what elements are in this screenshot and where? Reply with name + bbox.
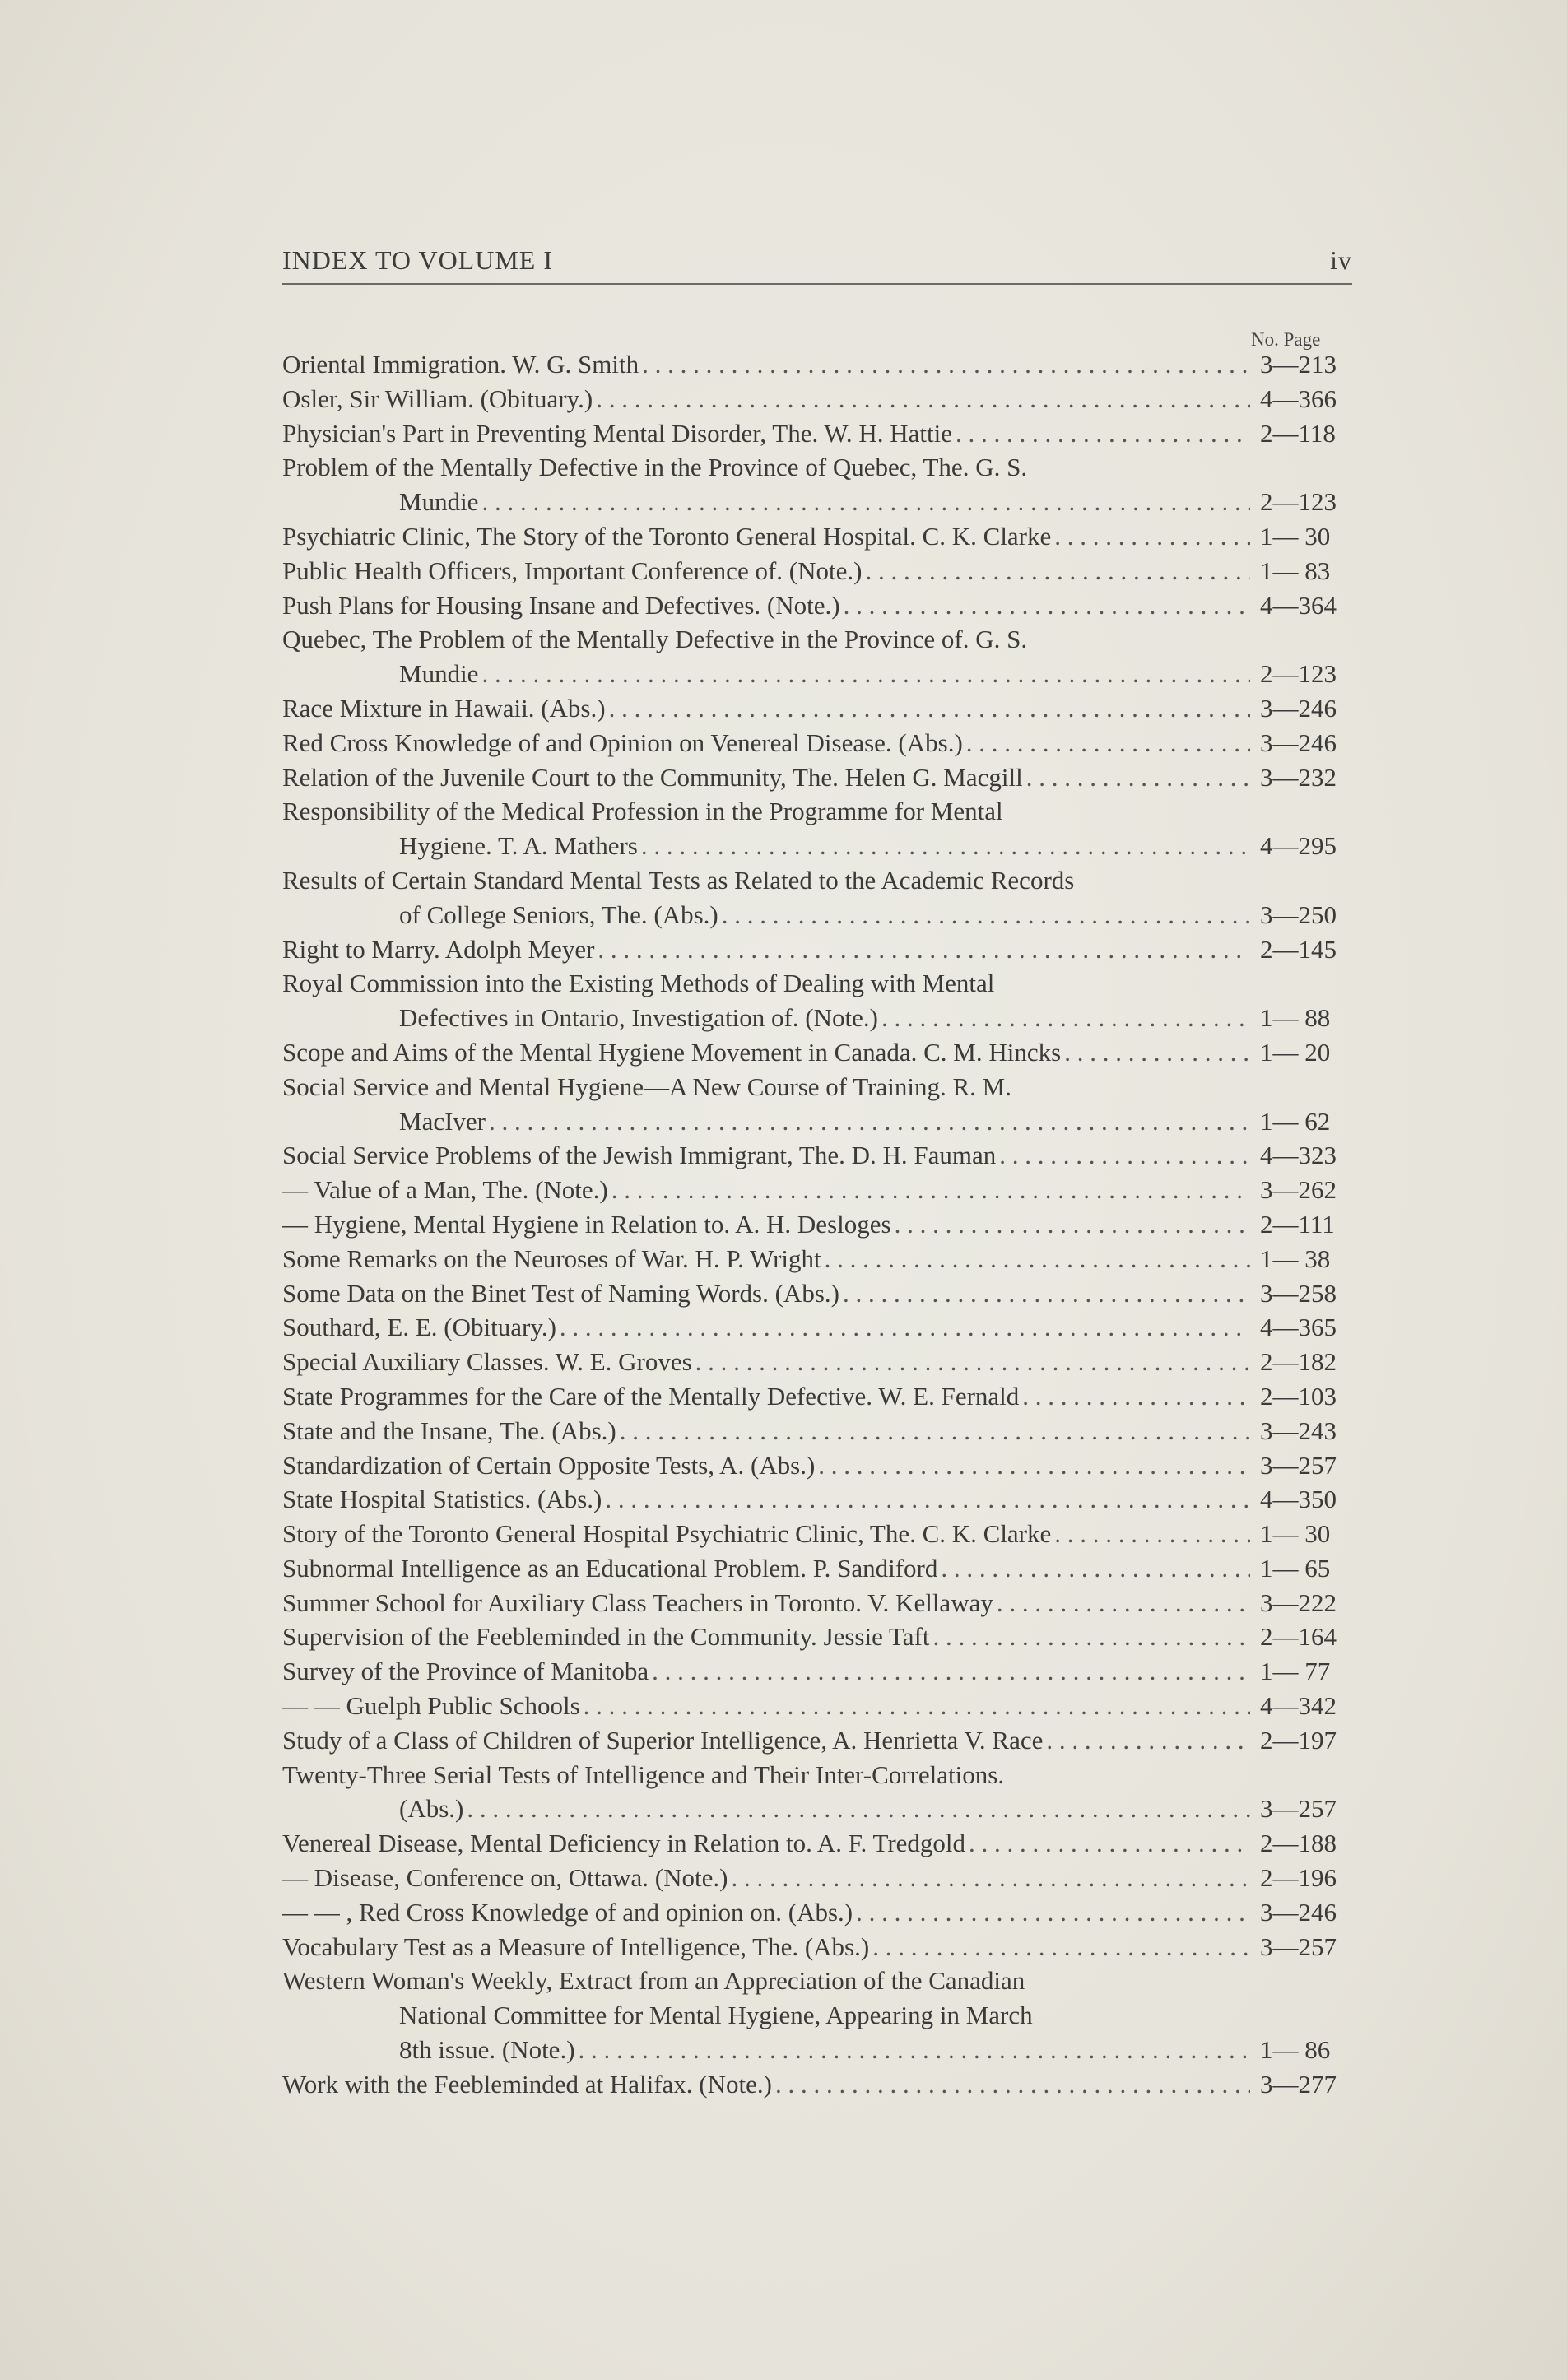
running-header [282,245,1352,276]
entry-text: Twenty-Three Serial Tests of Intelligence and Their Inter-Correlations. [282,1759,1005,1789]
index-entry [282,932,1352,967]
entry-reference: 2—196 [1260,1863,1337,1893]
entry-reference: 2—103 [1260,1381,1337,1411]
entry-reference: 1— 30 [1260,1519,1331,1549]
index-entry [282,554,1352,588]
entry-reference: 1— 62 [1260,1106,1331,1136]
entry-reference: 2—188 [1260,1829,1337,1858]
dot-leader [933,1620,1250,1654]
dot-leader [596,382,1250,416]
entry-text: Problem of the Mentally Defective in the Province of Quebec, The. G. S. [282,453,1028,482]
index-entry [282,794,1352,829]
index-entry [282,519,1352,554]
entry-reference: 1— 38 [1260,1243,1331,1273]
index-entry [282,2033,1352,2067]
index-entry [282,1001,1352,1035]
entry-text: MacIver [399,1106,486,1136]
header-rule [282,283,1352,285]
index-entry [282,1861,1352,1895]
entry-text: Scope and Aims of the Mental Hygiene Movement in Canada. C. M. Hincks [282,1037,1062,1067]
dot-leader [856,1895,1250,1930]
entry-reference: 1— 86 [1260,2035,1331,2065]
dot-leader [642,347,1250,382]
index-entry [282,347,1352,382]
entry-reference: 4—295 [1260,831,1337,861]
entry-text: Physician's Part in Preventing Mental Disorder, The. W. H. Hattie [282,418,952,448]
entry-reference: 3—246 [1260,1897,1337,1927]
entry-reference: 4—364 [1260,590,1337,620]
index-entry [282,1482,1352,1517]
entry-reference: 2—123 [1260,487,1337,517]
index-entry [282,898,1352,932]
entry-text: Special Auxiliary Classes. W. E. Groves [282,1347,692,1377]
entry-reference: 3—213 [1260,350,1337,379]
dot-leader [1054,1517,1250,1551]
index-entry [282,2067,1352,2102]
entry-text: Responsibility of the Medical Profession in the Programme for Mental [282,797,1003,826]
index-entry [282,691,1352,726]
index-entry [282,1551,1352,1586]
entry-reference: 2—197 [1260,1725,1337,1755]
dot-leader [999,1138,1250,1173]
entry-text: Relation of the Juvenile Court to the Community, The. Helen G. Macgill [282,762,1023,792]
entry-text: Venereal Disease, Mental Deficiency in Relation to. A. F. Tredgold [282,1829,966,1858]
index-entry [282,1654,1352,1689]
index-entry [282,1723,1352,1758]
entry-text: Osler, Sir William. (Obituary.) [282,383,593,413]
entry-reference: 2—111 [1260,1209,1335,1239]
entry-text: Supervision of the Feebleminded in the Community. Jessie Taft [282,1622,930,1652]
index-entry [282,1689,1352,1723]
index-entry [282,657,1352,691]
entry-text: Mundie [399,487,479,517]
dot-leader [605,1482,1250,1517]
entry-text: Results of Certain Standard Mental Tests as Related to the Academic Records [282,865,1075,895]
index-entry [282,966,1352,1001]
index-entry [282,1517,1352,1551]
entry-text: State and the Insane, The. (Abs.) [282,1415,616,1445]
dot-leader [584,1689,1250,1723]
entry-text: (Abs.) [399,1794,464,1824]
index-entry [282,1964,1352,1998]
entry-reference: 4—323 [1260,1141,1337,1170]
dot-leader [560,1310,1250,1345]
dot-leader [895,1207,1250,1242]
entry-reference: 4—350 [1260,1485,1337,1514]
entry-text: Subnormal Intelligence as an Educational Problem. P. Sandiford [282,1553,938,1583]
dot-leader [609,691,1250,726]
dot-leader [956,416,1250,451]
entry-reference: 3—257 [1260,1794,1337,1824]
index-entries [282,347,1352,2102]
index-entry [282,1207,1352,1242]
entry-text: Western Woman's Weekly, Extract from an Appreciation of the Canadian [282,1966,1025,1996]
dot-leader [722,898,1250,932]
index-entry [282,1758,1352,1792]
index-entry [282,588,1352,623]
entry-text: Defectives in Ontario, Investigation of. (Note.) [399,1003,878,1033]
index-entry [282,382,1352,416]
dot-leader [652,1654,1250,1689]
entry-text: Hygiene. T. A. Mathers [399,831,638,861]
dot-leader [844,588,1250,623]
dot-leader [941,1551,1250,1586]
entry-text: Oriental Immigration. W. G. Smith [282,350,639,379]
dot-leader [966,726,1250,760]
dot-leader [843,1276,1250,1311]
dot-leader [481,485,1250,519]
entry-reference: 3—243 [1260,1415,1337,1445]
dot-leader [1054,519,1250,554]
entry-text: Mundie [399,659,479,689]
dot-leader [1022,1379,1250,1414]
dot-leader [489,1104,1250,1139]
entry-reference: 2—145 [1260,934,1337,964]
index-entry [282,1173,1352,1207]
dot-leader [818,1448,1250,1483]
entry-reference: 3—258 [1260,1278,1337,1308]
index-entry [282,622,1352,657]
entry-reference: 3—222 [1260,1587,1337,1617]
entry-reference: 1— 30 [1260,521,1331,551]
index-entry [282,1586,1352,1620]
index-entry [282,1345,1352,1379]
entry-text: Standardization of Certain Opposite Tests, A. (Abs.) [282,1450,816,1480]
dot-leader [969,1826,1250,1861]
entry-text: — Disease, Conference on, Ottawa. (Note.) [282,1863,728,1893]
entry-reference: 3—262 [1260,1175,1337,1205]
entry-text: State Hospital Statistics. (Abs.) [282,1485,602,1514]
entry-reference: 4—366 [1260,383,1337,413]
entry-text: Royal Commission into the Existing Methods of Dealing with Mental [282,969,995,998]
entry-reference: 3—250 [1260,899,1337,929]
dot-leader [1064,1035,1250,1070]
entry-text: Social Service and Mental Hygiene—A New Course of Training. R. M. [282,1071,1011,1101]
entry-text: Southard, E. E. (Obituary.) [282,1313,556,1342]
entry-text: Red Cross Knowledge of and Opinion on Venereal Disease. (Abs.) [282,727,963,757]
page-number: iv [1330,245,1352,275]
entry-reference: 1— 83 [1260,555,1331,585]
entry-reference: 2—164 [1260,1622,1337,1652]
dot-leader [775,2067,1250,2102]
entry-reference: 3—246 [1260,727,1337,757]
dot-leader [641,829,1250,863]
entry-reference: 2—118 [1260,418,1336,448]
dot-leader [865,554,1250,588]
entry-reference: 3—257 [1260,1931,1337,1961]
index-entry [282,1242,1352,1276]
index-entry [282,485,1352,519]
dot-leader [881,1001,1250,1035]
entry-text: Quebec, The Problem of the Mentally Defective in the Province of. G. S. [282,625,1028,654]
entry-reference: 1— 88 [1260,1003,1331,1033]
entry-text: — — Guelph Public Schools [282,1691,580,1721]
entry-text: Work with the Feebleminded at Halifax. (Note.) [282,2069,772,2099]
entry-text: — — , Red Cross Knowledge of and opinion on. (Abs.) [282,1897,853,1927]
index-entry [282,1826,1352,1861]
entry-text: Some Data on the Binet Test of Naming Words. (Abs.) [282,1278,839,1308]
dot-leader [695,1345,1250,1379]
entry-reference: 3—232 [1260,762,1337,792]
dot-leader [620,1414,1250,1448]
entry-text: Push Plans for Housing Insane and Defectives. (Note.) [282,590,840,620]
index-entry [282,1620,1352,1654]
entry-text: Psychiatric Clinic, The Story of the Toronto General Hospital. C. K. Clarke [282,521,1052,551]
entry-text: Right to Marry. Adolph Meyer [282,934,595,964]
dot-leader [467,1792,1250,1826]
index-entry [282,1138,1352,1173]
entry-reference: 1— 20 [1260,1037,1331,1067]
entry-reference: 3—277 [1260,2069,1337,2099]
dot-leader [825,1242,1250,1276]
dot-leader [481,657,1250,691]
index-entry [282,1414,1352,1448]
entry-text: Study of a Class of Children of Superior Intelligence, A. Henrietta V. Race [282,1725,1044,1755]
index-entry [282,1998,1352,2033]
index-entry [282,829,1352,863]
index-entry [282,726,1352,760]
index-entry [282,450,1352,485]
entry-text: Social Service Problems of the Jewish Immigrant, The. D. H. Fauman [282,1141,997,1170]
entry-text: — Hygiene, Mental Hygiene in Relation to. A. H. Desloges [282,1209,891,1239]
entry-reference: 4—342 [1260,1691,1337,1721]
index-entry [282,863,1352,898]
dot-leader [1046,1723,1250,1758]
entry-reference: 1— 77 [1260,1657,1331,1686]
entry-text: Story of the Toronto General Hospital Psychiatric Clinic, The. C. K. Clarke [282,1519,1052,1549]
dot-leader [611,1173,1250,1207]
column-heading: No. Page [1251,329,1321,350]
index-entry [282,1792,1352,1826]
index-entry [282,1104,1352,1139]
dot-leader [1026,760,1250,795]
index-entry [282,1379,1352,1414]
entry-text: State Programmes for the Care of the Mentally Defective. W. E. Fernald [282,1381,1020,1411]
entry-text: Public Health Officers, Important Conference of. (Note.) [282,555,863,585]
dot-leader [872,1930,1250,1964]
entry-text: Some Remarks on the Neuroses of War. H. P. Wright [282,1243,821,1273]
index-entry [282,760,1352,795]
entry-reference: 2—123 [1260,659,1337,689]
entry-text: National Committee for Mental Hygiene, Appearing in March [399,2001,1033,2030]
index-entry [282,416,1352,451]
entry-text: Summer School for Auxiliary Class Teachers in Toronto. V. Kellaway [282,1587,993,1617]
dot-leader [579,2033,1250,2067]
dot-leader [997,1586,1250,1620]
index-entry [282,1895,1352,1930]
entry-reference: 1— 65 [1260,1553,1331,1583]
entry-text: 8th issue. (Note.) [399,2035,575,2065]
entry-text: Vocabulary Test as a Measure of Intelligence, The. (Abs.) [282,1931,870,1961]
entry-reference: 3—246 [1260,693,1337,723]
dot-leader [598,932,1250,967]
index-title: INDEX TO VOLUME I [282,245,553,275]
entry-reference: 3—257 [1260,1450,1337,1480]
index-entry [282,1276,1352,1311]
index-entry [282,1448,1352,1483]
entry-reference: 2—182 [1260,1347,1337,1377]
entry-text: Race Mixture in Hawaii. (Abs.) [282,693,606,723]
index-entry [282,1070,1352,1104]
index-entry [282,1930,1352,1964]
index-entry [282,1035,1352,1070]
entry-text: — Value of a Man, The. (Note.) [282,1175,608,1205]
entry-text: Survey of the Province of Manitoba [282,1657,649,1686]
index-entry [282,1310,1352,1345]
entry-text: of College Seniors, The. (Abs.) [399,899,718,929]
entry-reference: 4—365 [1260,1313,1337,1342]
dot-leader [731,1861,1250,1895]
